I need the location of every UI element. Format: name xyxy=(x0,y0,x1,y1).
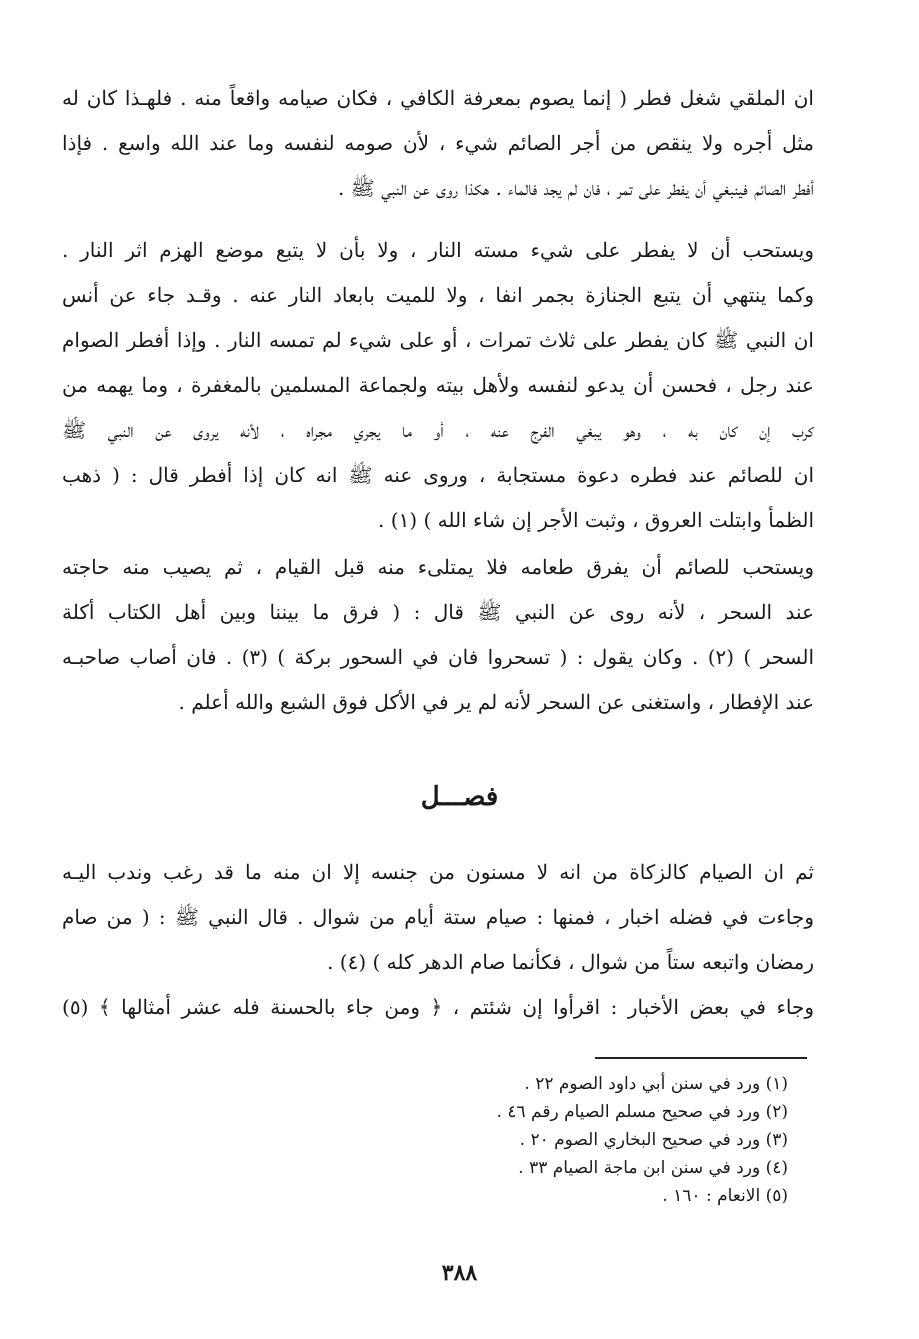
text-line: عند الإفطار ، واستغنى عن السحر لأنه لم ير في الأكل فوق الشبع والله أعلم . xyxy=(178,690,814,714)
footnotes xyxy=(300,1070,788,1210)
text-line: عند رجل ، فحسن أن يدعو لنفسه ولأهل بيته ولجماعة المسلمين بالمغفرة ، وما يهمه من xyxy=(62,373,814,397)
section-heading: فصـــل xyxy=(420,782,499,812)
text-line: ويستحب للصائم أن يفرق طعامه فلا يمتلىء منه قبل القيام ، ثم يصيب منه حاجته xyxy=(62,555,814,579)
text-line: عند السحر ، لأنه روى عن النبي ﷺ قال : ( فرق ما بيننا وبين أهل الكتاب أكلة xyxy=(62,600,814,624)
text-line: مثل أجره ولا ينقص من أجر الصائم شيء ، لأن صومه لنفسه وما عند الله واسع . فإذا xyxy=(62,131,814,155)
text-line: كرب إن كان به ، وهو يبغي الفرج عنه ، أو ما يجري مجراه ، لأنه يروى عن النبي ﷺ xyxy=(62,418,814,442)
text-line: رمضان واتبعه ستاً من شوال ، فكأنما صام الدهر كله ) (٤) . xyxy=(327,950,814,974)
text-line: ثم ان الصيام كالزكاة من انه لا مسنون من جنسه إلا ان منه ما قد رغب وندب اليـه xyxy=(62,860,814,884)
paragraph-3 xyxy=(62,545,814,725)
footnote: (١) ورد في سنن أبي داود الصوم ٢٢ . xyxy=(524,1074,788,1094)
text-line: ويستحب أن لا يفطر على شيء مسته النار ، ولا بأن لا يتبع موضع الهزم اثر النار . xyxy=(62,238,814,262)
text-line: ان الملقي شغل فطر ( إنما يصوم بمعرفة الكافي ، فكان صيامه واقعاً منه . فلهـذا كان له xyxy=(62,86,814,110)
paragraph-2 xyxy=(62,228,814,543)
text-line: أفطر الصائم فينبغي أن يفطر على تمر ، فان لم يجد فالماء . هكذا روى عن النبي ﷺ . xyxy=(337,176,814,200)
footnote: (٣) ورد في صحيح البخاري الصوم ٢٠ . xyxy=(519,1130,788,1150)
text-line: ان للصائم عند فطره دعوة مستجابة ، وروى عنه ﷺ انه كان إذا أفطر قال : ( ذهب xyxy=(62,463,814,487)
footnote: (٥) الانعام : ١٦٠ . xyxy=(662,1186,788,1206)
text-line: ان النبي ﷺ كان يفطر على ثلاث تمرات ، أو على شيء لم تمسه النار . وإذا أفطر الصوام xyxy=(62,328,814,352)
text-line: وجاءت في فضله اخبار ، فمنها : صيام ستة أيام من شوال . قال النبي ﷺ : ( من صام xyxy=(62,905,814,929)
section-body xyxy=(62,850,814,1030)
text-line: وجاء في بعض الأخبار : اقرأوا إن شئتم ، ﴿ ومن جاء بالحسنة فله عشر أمثالها ﴾ (٥) xyxy=(62,995,814,1019)
text-line: السحر ) (٢) . وكان يقول : ( تسحروا فان في السحور بركة ) (٣) . فان أصاب صاحبـه xyxy=(62,645,814,669)
footnote: (٢) ورد في صحيح مسلم الصيام رقم ٤٦ . xyxy=(496,1102,788,1122)
paragraph-1 xyxy=(62,76,814,211)
page-number: ٣٨٨ xyxy=(441,1260,478,1286)
text-line: وكما ينتهي أن يتبع الجنازة بجمر انفا ، ولا للميت بابعاد النار عنه . وقـد جاء عن أنس xyxy=(62,283,814,307)
footnote: (٤) ورد في سنن ابن ماجة الصيام ٣٣ . xyxy=(518,1158,788,1178)
text-line: الظمأ وابتلت العروق ، وثبت الأجر إن شاء الله ) (١) . xyxy=(378,508,814,532)
footnote-divider xyxy=(595,1057,807,1059)
